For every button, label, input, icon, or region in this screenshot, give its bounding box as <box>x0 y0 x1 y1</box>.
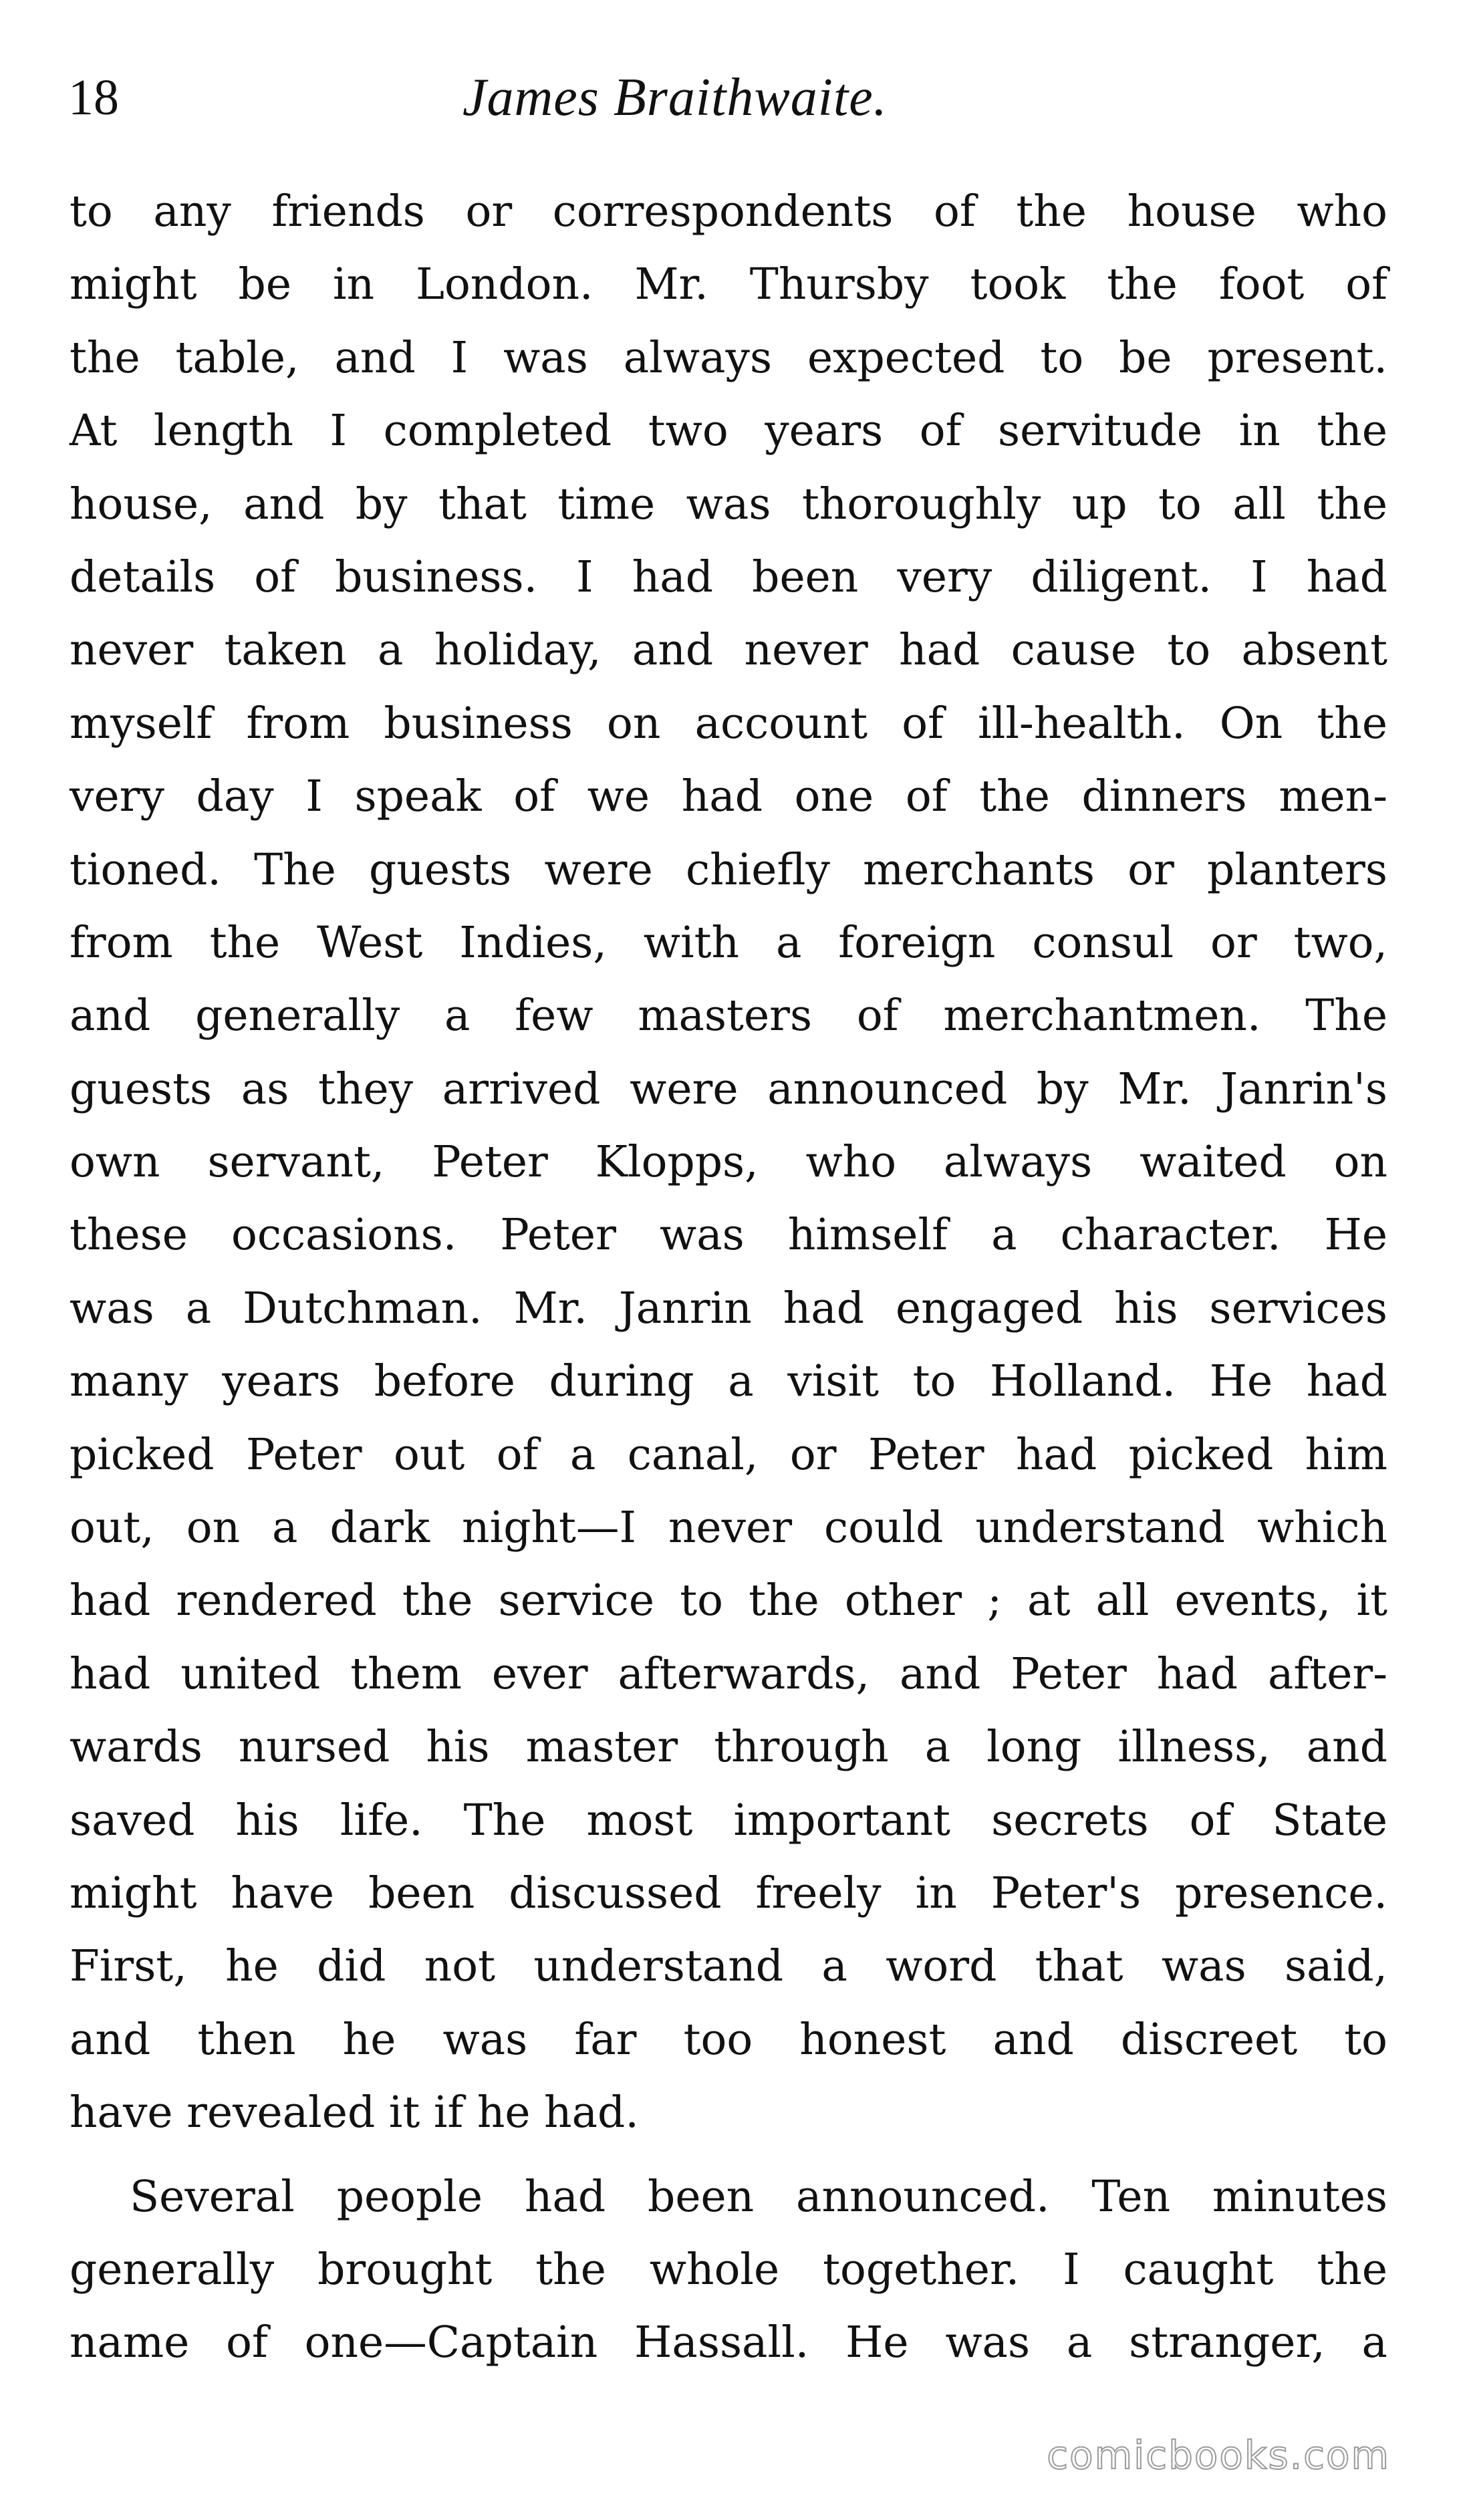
text-line: and generally a few masters of merchantmen. The <box>70 991 1387 1041</box>
text-line: never taken a holiday, and never had cause to absent <box>70 625 1387 676</box>
text-line: these occasions. Peter was himself a character. He <box>70 1210 1387 1261</box>
page-header <box>68 64 1398 144</box>
text-line: generally brought the whole together. I caught the <box>70 2244 1387 2295</box>
text-line: many years before during a visit to Holland. He had <box>70 1356 1387 1407</box>
text-line: myself from business on account of ill-health. On the <box>70 698 1387 749</box>
text-line: name of one—Captain Hassall. He was a stranger, a <box>70 2317 1387 2368</box>
running-title: James Braithwaite. <box>462 68 888 127</box>
text-line: might be in London. Mr. Thursby took the foot of <box>70 259 1387 310</box>
text-line: own servant, Peter Klopps, who always waited on <box>70 1137 1387 1188</box>
text-line: from the West Indies, with a foreign consul or two, <box>70 917 1387 968</box>
paragraph <box>70 175 1387 2150</box>
text-line: At length I completed two years of servitude in the <box>70 406 1387 457</box>
text-line: house, and by that time was thoroughly up to all the <box>70 479 1387 529</box>
text-line: very day I speak of we had one of the dinners men- <box>70 771 1387 822</box>
text-line: Several people had been announced. Ten minutes <box>130 2171 1387 2222</box>
text-line: saved his life. The most important secrets of State <box>70 1795 1387 1846</box>
text-line: wards nursed his master through a long illness, and <box>70 1722 1387 1773</box>
text-line: guests as they arrived were announced by Mr. Janrin's <box>70 1063 1387 1114</box>
text-line: had united them ever afterwards, and Peter had after- <box>70 1648 1387 1699</box>
text-line: details of business. I had been very diligent. I had <box>70 551 1387 602</box>
body-text <box>70 175 1387 2380</box>
page-number: 18 <box>68 70 119 126</box>
text-line: had rendered the service to the other ; at all events, it <box>70 1576 1387 1626</box>
watermark: comicbooks.com <box>1047 2432 1390 2478</box>
text-line: and then he was far too honest and discreet to <box>70 2014 1387 2065</box>
paragraph-gap <box>70 2150 1387 2160</box>
text-line: First, he did not understand a word that was said, <box>70 1941 1387 1992</box>
text-line: tioned. The guests were chiefly merchants or planters <box>70 844 1387 895</box>
text-line: the table, and I was always expected to be present. <box>70 332 1387 383</box>
text-line: to any friends or correspondents of the house who <box>70 186 1387 237</box>
text-line: might have been discussed freely in Peter's presence. <box>70 1868 1387 1918</box>
text-line: was a Dutchman. Mr. Janrin had engaged his services <box>70 1283 1387 1334</box>
paragraph <box>70 2160 1387 2380</box>
text-line: picked Peter out of a canal, or Peter had picked him <box>70 1429 1387 1480</box>
text-line: out, on a dark night—I never could understand which <box>70 1503 1387 1553</box>
text-line: have revealed it if he had. <box>70 2088 639 2138</box>
